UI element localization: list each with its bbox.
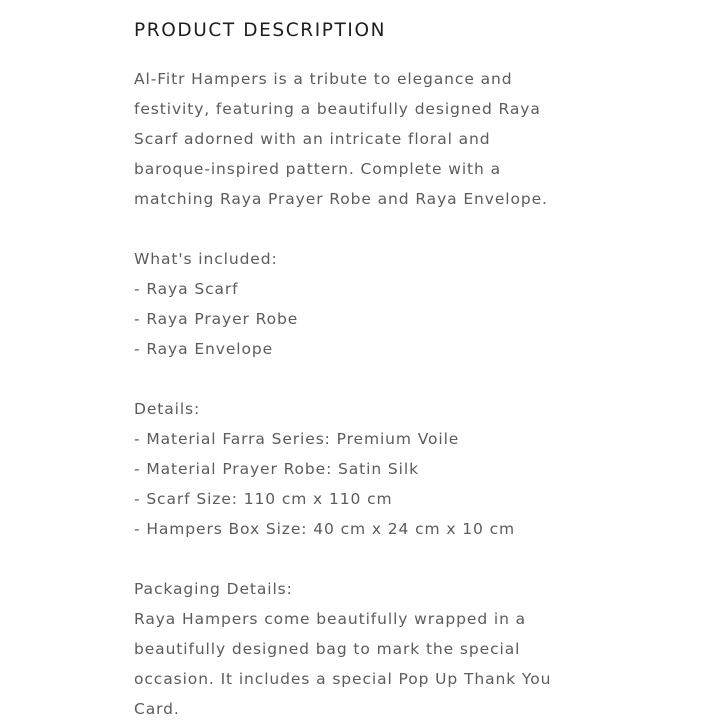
details-item: - Material Farra Series: Premium Voile bbox=[134, 430, 460, 448]
intro-line: baroque-inspired pattern. Complete with a bbox=[134, 160, 501, 178]
section-title: PRODUCT DESCRIPTION bbox=[134, 20, 387, 41]
intro-line: Al-Fitr Hampers is a tribute to elegance and bbox=[134, 70, 513, 88]
details-label: Details: bbox=[134, 400, 201, 418]
intro-paragraph bbox=[134, 64, 604, 214]
packaging-line: Card. bbox=[134, 700, 180, 718]
intro-line: festivity, featuring a beautifully designed Raya bbox=[134, 100, 541, 118]
packaging-line: Raya Hampers come beautifully wrapped in a bbox=[134, 610, 527, 628]
packaging-details bbox=[134, 574, 604, 724]
included-item: - Raya Envelope bbox=[134, 340, 274, 358]
spacer bbox=[134, 544, 604, 574]
included-item: - Raya Scarf bbox=[134, 280, 239, 298]
packaging-line: beautifully designed bag to mark the special bbox=[134, 640, 521, 658]
included-list bbox=[134, 244, 604, 364]
product-description-section bbox=[134, 18, 604, 724]
details-item: - Scarf Size: 110 cm x 110 cm bbox=[134, 490, 393, 508]
packaging-line: occasion. It includes a special Pop Up Thank You bbox=[134, 670, 552, 688]
spacer bbox=[134, 364, 604, 394]
intro-line: matching Raya Prayer Robe and Raya Envelope. bbox=[134, 190, 548, 208]
details-item: - Hampers Box Size: 40 cm x 24 cm x 10 cm bbox=[134, 520, 515, 538]
packaging-label: Packaging Details: bbox=[134, 580, 293, 598]
details-item: - Material Prayer Robe: Satin Silk bbox=[134, 460, 419, 478]
details-list bbox=[134, 394, 604, 544]
included-label: What's included: bbox=[134, 250, 278, 268]
spacer bbox=[134, 214, 604, 244]
included-item: - Raya Prayer Robe bbox=[134, 310, 299, 328]
intro-line: Scarf adorned with an intricate floral and bbox=[134, 130, 491, 148]
